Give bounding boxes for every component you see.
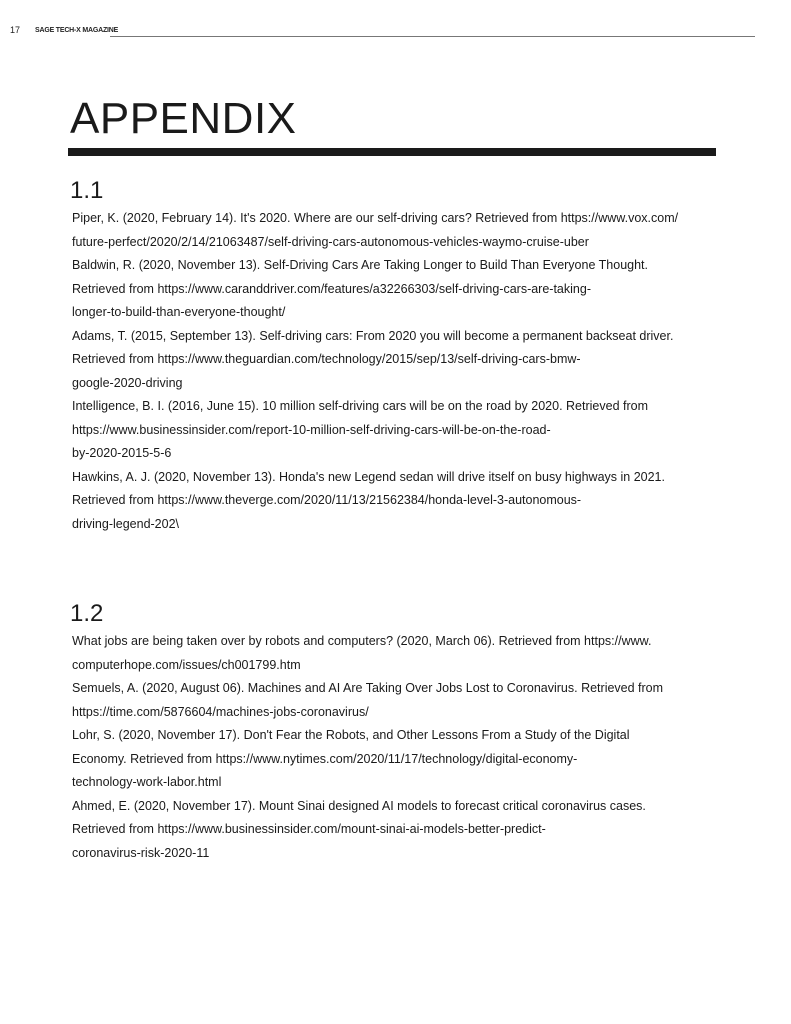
reference-item (72, 254, 712, 325)
reference-line: Semuels, A. (2020, August 06). Machines and AI Are Taking Over Jobs Lost to Coronavirus. Retrieved from (72, 681, 664, 695)
reference-item (72, 677, 712, 724)
section-heading: 1.1 (70, 177, 104, 204)
reference-line: coronavirus-risk-2020-11 (72, 845, 210, 860)
reference-line: Baldwin, R. (2020, November 13). Self-Driving Cars Are Taking Longer to Build Than Everyone Thought. (72, 258, 649, 272)
reference-line: Retrieved from https://www.theguardian.com/technology/2015/sep/13/self-driving-cars-bmw- (72, 352, 581, 366)
page-header (0, 24, 791, 40)
reference-item (72, 795, 712, 866)
reference-line: google-2020-driving (72, 375, 183, 390)
reference-item (72, 466, 712, 537)
reference-item (72, 395, 712, 466)
title-underline-bar (68, 148, 716, 156)
reference-item (72, 630, 712, 677)
reference-line: Retrieved from https://www.caranddriver.com/features/a32266303/self-driving-cars-are-taking- (72, 281, 591, 296)
reference-line: Adams, T. (2015, September 13). Self-driving cars: From 2020 you will become a permanent backseat driver. (72, 328, 674, 343)
reference-line: driving-legend-202\ (72, 516, 180, 531)
reference-line: Ahmed, E. (2020, November 17). Mount Sinai designed AI models to forecast critical coronavirus cases. (72, 798, 646, 813)
reference-list (72, 630, 712, 865)
magazine-name: SAGE TECH-X MAGAZINE (35, 27, 119, 34)
reference-line: technology-work-labor.html (72, 775, 222, 789)
reference-line: Piper, K. (2020, February 14). It's 2020. Where are our self-driving cars? Retrieved from https://www.vox.com/ (72, 211, 679, 225)
reference-line: Retrieved from https://www.theverge.com/2020/11/13/21562384/honda-level-3-autonomous- (72, 493, 582, 507)
reference-line: longer-to-build-than-everyone-thought/ (72, 305, 286, 319)
section-heading: 1.2 (70, 600, 104, 627)
header-rule (110, 36, 755, 37)
reference-item (72, 724, 712, 795)
reference-line: https://time.com/5876604/machines-jobs-coronavirus/ (72, 704, 369, 719)
reference-item (72, 325, 712, 396)
page-number: 17 (10, 25, 21, 35)
reference-line: Economy. Retrieved from https://www.nytimes.com/2020/11/17/technology/digital-economy- (72, 751, 578, 766)
reference-line: Hawkins, A. J. (2020, November 13). Honda's new Legend sedan will drive itself on busy highways in 2021. (72, 469, 665, 484)
page-title: APPENDIX (70, 94, 297, 143)
reference-line: by-2020-2015-5-6 (72, 446, 172, 460)
reference-line: https://www.businessinsider.com/report-10-million-self-driving-cars-will-be-on-the-road- (72, 422, 551, 437)
reference-line: Intelligence, B. I. (2016, June 15). 10 million self-driving cars will be on the road by 2020. Retrieved from (72, 399, 648, 413)
reference-line: Retrieved from https://www.businessinsider.com/mount-sinai-ai-models-better-predict- (72, 822, 546, 836)
reference-item (72, 207, 712, 254)
reference-line: Lohr, S. (2020, November 17). Don't Fear the Robots, and Other Lessons From a Study of the Digital (72, 728, 630, 742)
reference-line: What jobs are being taken over by robots and computers? (2020, March 06). Retrieved from https://www. (72, 634, 652, 648)
reference-line: future-perfect/2020/2/14/21063487/self-driving-cars-autonomous-vehicles-waymo-cruise-uber (72, 234, 589, 249)
reference-list (72, 207, 712, 536)
reference-line: computerhope.com/issues/ch001799.htm (72, 657, 301, 672)
